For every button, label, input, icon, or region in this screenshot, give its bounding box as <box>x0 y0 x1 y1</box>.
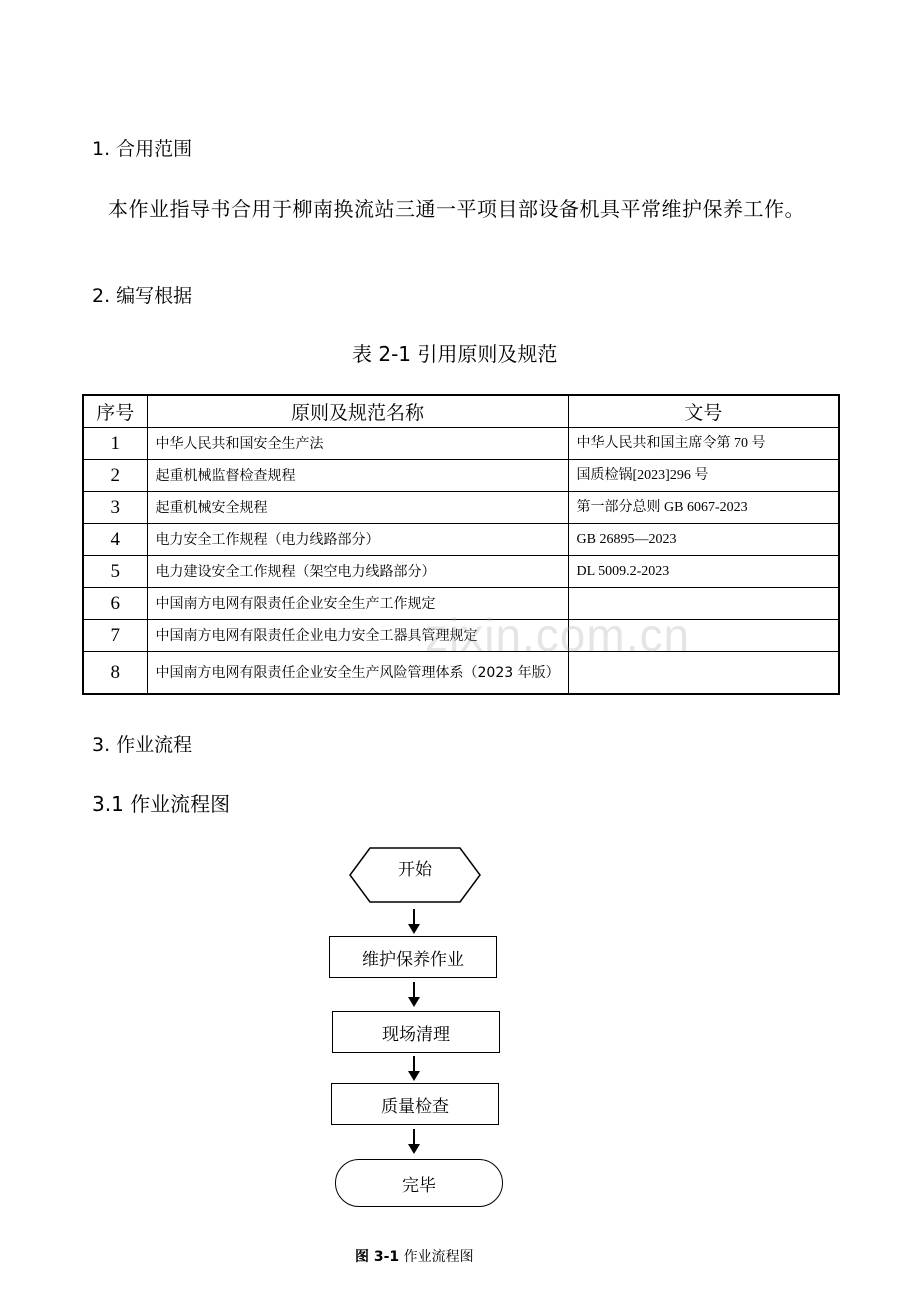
flow-arrow <box>413 982 415 1005</box>
row-name: 起重机械安全规程 <box>147 492 568 524</box>
row-name: 中国南方电网有限责任企业安全生产工作规定 <box>147 588 568 620</box>
flowchart-step-cleanup: 现场清理 <box>332 1011 500 1053</box>
row-doc: 第一部分总则 GB 6067-2023 <box>568 492 839 524</box>
section-3-1-heading: 3.1 作业流程图 <box>92 792 231 816</box>
row-no: 6 <box>83 588 147 620</box>
row-no: 7 <box>83 620 147 652</box>
section-1-body: 本作业指导书合用于柳南换流站三通一平项目部设备机具平常维护保养工作。 <box>108 197 805 221</box>
row-no: 2 <box>83 460 147 492</box>
figure-caption-prefix: 图 3-1 <box>355 1249 400 1265</box>
table-header-row <box>83 395 839 428</box>
flow-arrow <box>413 909 415 932</box>
row-doc: 国质检锅[2023]296 号 <box>568 460 839 492</box>
header-doc: 文号 <box>568 395 839 428</box>
flow-arrow <box>413 1129 415 1152</box>
row-no: 4 <box>83 524 147 556</box>
row-no: 1 <box>83 428 147 460</box>
row-name: 电力建设安全工作规程（架空电力线路部分） <box>147 556 568 588</box>
flowchart-start: 开始 <box>398 859 432 880</box>
flowchart-end: 完毕 <box>335 1159 503 1207</box>
table-row <box>83 556 839 588</box>
table-row <box>83 524 839 556</box>
table-row <box>83 428 839 460</box>
table-row <box>83 460 839 492</box>
table-row <box>83 492 839 524</box>
row-doc: GB 26895—2023 <box>568 524 839 556</box>
figure-caption-text: 作业流程图 <box>403 1249 474 1265</box>
header-no: 序号 <box>83 395 147 428</box>
row-name: 中国南方电网有限责任企业安全生产风险管理体系（2023 年版） <box>147 652 568 695</box>
row-name: 起重机械监督检查规程 <box>147 460 568 492</box>
flowchart-step-quality-check: 质量检查 <box>331 1083 499 1125</box>
flow-arrow <box>413 1056 415 1079</box>
table-caption: 表 2-1 引用原则及规范 <box>352 342 558 366</box>
row-name: 中国南方电网有限责任企业电力安全工器具管理规定 <box>147 620 568 652</box>
row-name: 电力安全工作规程（电力线路部分） <box>147 524 568 556</box>
row-doc: 中华人民共和国主席令第 70 号 <box>568 428 839 460</box>
section-2-heading: 2. 编写根据 <box>92 285 193 307</box>
section-3-heading: 3. 作业流程 <box>92 734 193 756</box>
figure-caption <box>355 1246 474 1266</box>
row-name: 中华人民共和国安全生产法 <box>147 428 568 460</box>
row-doc: DL 5009.2-2023 <box>568 556 839 588</box>
row-no: 3 <box>83 492 147 524</box>
section-1-heading: 1. 合用范围 <box>92 138 193 160</box>
row-no: 8 <box>83 652 147 695</box>
flowchart-step-maintenance: 维护保养作业 <box>329 936 497 978</box>
row-no: 5 <box>83 556 147 588</box>
watermark: zixin.com.cn <box>425 609 691 661</box>
header-name: 原则及规范名称 <box>147 395 568 428</box>
